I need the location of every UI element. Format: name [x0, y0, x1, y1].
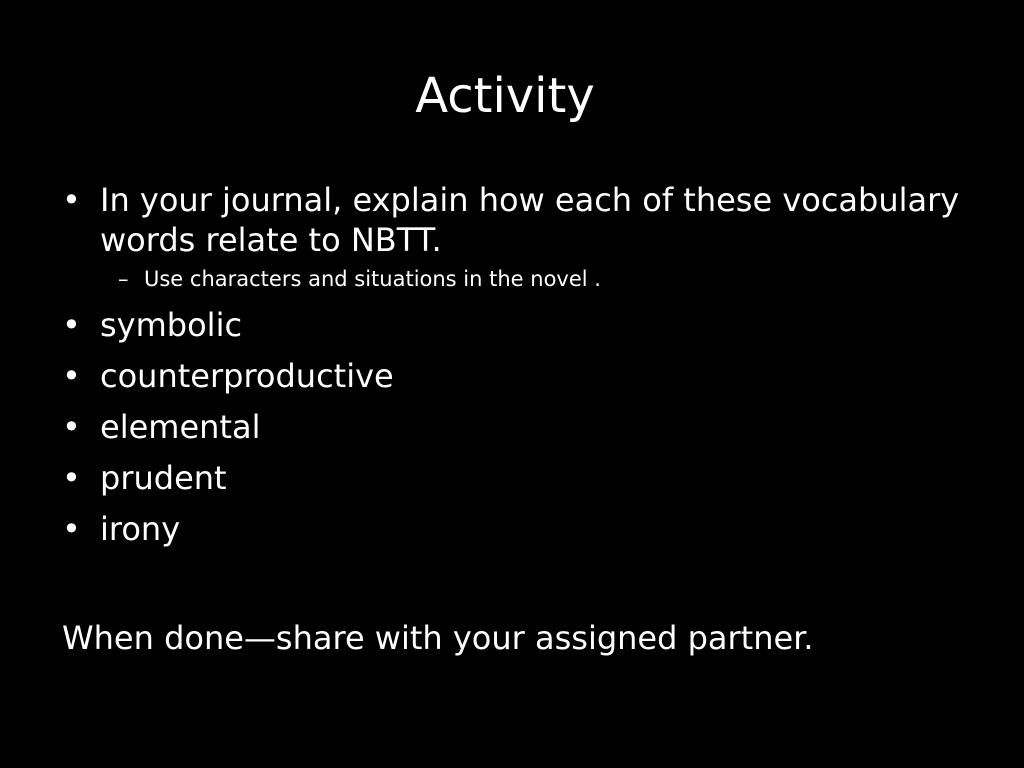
bullet-item-elemental	[62, 407, 962, 447]
bullet-text: irony	[100, 510, 181, 548]
bullet-dot-icon: •	[62, 306, 81, 344]
bullet-dot-icon: •	[62, 459, 81, 497]
closing-instruction: When done—share with your assigned partner.	[62, 619, 814, 657]
bullet-dot-icon: •	[62, 408, 81, 446]
sub-bullet-dash-icon: –	[118, 267, 129, 291]
bullet-dot-icon: •	[62, 181, 81, 219]
bullet-item-prudent	[62, 458, 962, 498]
bullet-item-symbolic	[62, 305, 962, 345]
bullet-item-irony	[62, 509, 962, 549]
bullet-text: symbolic	[100, 306, 243, 344]
bullet-list	[62, 180, 962, 560]
bullet-text: counterproductive	[100, 357, 394, 395]
slide-title: Activity	[415, 68, 595, 124]
bullet-text: In your journal, explain how each of these vocabulary words relate to NBTT.	[100, 181, 960, 259]
bullet-text: prudent	[100, 459, 227, 497]
bullet-item-instruction	[62, 180, 962, 260]
bullet-dot-icon: •	[62, 357, 81, 395]
bullet-item-counterproductive	[62, 356, 962, 396]
sub-bullet-text: Use characters and situations in the novel .	[144, 267, 601, 291]
sub-bullet-item	[62, 265, 962, 293]
bullet-dot-icon: •	[62, 510, 81, 548]
bullet-text: elemental	[100, 408, 261, 446]
